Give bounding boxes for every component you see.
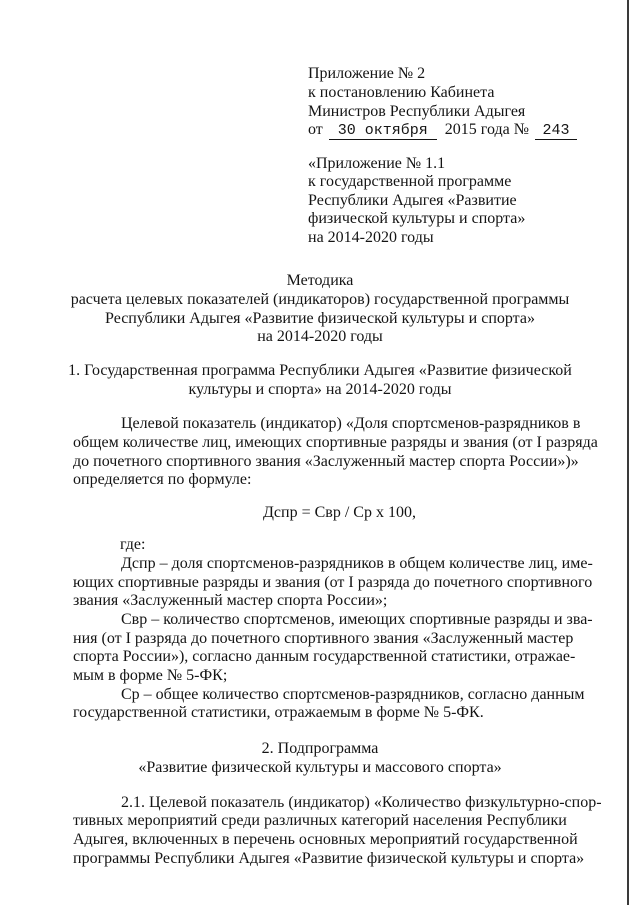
section-2-para-line-4: программы Республики Адыгея «Развитие физической культуры и спорта» [73, 850, 585, 867]
appendix-line-2: к постановлению Кабинета [308, 84, 495, 101]
section-2-para-line-2: тивных мероприятий среди различных категорий населения Республики [73, 812, 567, 829]
definition-3-line-1: Ср – общее количество спортсменов-разрядников, согласно данным [121, 686, 585, 703]
section-1-para-line-2: общем количестве лиц, имеющих спортивные разряды и звания (от I разряда [73, 434, 598, 451]
section-1-para-line-1: Целевой показатель (индикатор) «Доля спортсменов-разрядников в [121, 415, 581, 432]
title-line-4: на 2014-2020 годы [257, 328, 383, 345]
section-1-para-line-3: до почетного спортивного звания «Заслуженный мастер спорта России»)» [73, 453, 579, 470]
title-line-3: Республики Адыгея «Развитие физической культуры и спорта» [105, 310, 535, 327]
definition-2-line-2: ния (от I разряда до почетного спортивного звания «Заслуженный мастер [73, 630, 574, 647]
definition-3-line-2: государственной статистики, отражаемым в форме № 5-ФК. [73, 704, 484, 721]
appendix-line-3: Министров Республики Адыгея [308, 103, 526, 120]
definition-1-line-1: Дспр – доля спортсменов-разрядников в общем количестве лиц, име- [121, 555, 593, 572]
year-text: 2015 года № [444, 121, 529, 138]
sub-appendix-line-4: физической культуры и спорта» [308, 210, 526, 227]
sub-appendix-line-5: на 2014-2020 годы [308, 229, 434, 246]
appendix-date-line [308, 120, 577, 140]
date-prefix: от [308, 121, 323, 138]
section-2-para-line-3: Адыгея, включенных в перечень основных мероприятий государственной [73, 831, 578, 848]
section-2-heading-line-1: 2. Подпрограмма [261, 740, 379, 757]
title-line-2: расчета целевых показателей (индикаторов) государственной программы [70, 291, 570, 308]
section-1-heading-line-1: 1. Государственная программа Республики Адыгея «Развитие физической [68, 362, 572, 379]
definition-1-line-3: звания «Заслуженный мастер спорта России»; [73, 592, 388, 609]
formula: Дспр = Свр / Ср x 100, [263, 504, 416, 521]
appendix-title: Приложение № 2 [308, 65, 426, 82]
date-value: 30 октября [329, 122, 437, 140]
section-2-heading-line-2: «Развитие физической культуры и массового спорта» [138, 759, 502, 776]
sub-appendix-line-3: Республики Адыгея «Развитие [308, 192, 517, 209]
sub-appendix-title: «Приложение № 1.1 [308, 155, 446, 172]
definition-1-line-2: ющих спортивные разряды и звания (от I разряда до почетного спортивного [73, 574, 593, 591]
sub-appendix-line-2: к государственной программе [308, 173, 512, 190]
section-2-para-line-1: 2.1. Целевой показатель (индикатор) «Количество физкультурно-спор- [121, 794, 602, 811]
title-line-1: Методика [286, 272, 354, 289]
section-1-heading-line-2: культуры и спорта» на 2014-2020 годы [188, 381, 452, 398]
definition-2-line-1: Свр – количество спортсменов, имеющих спортивные разряды и зва- [121, 611, 593, 628]
definition-2-line-3: спорта России»), согласно данным государственной статистики, отражае- [73, 648, 576, 665]
definition-2-line-4: мым в форме № 5-ФК; [73, 667, 228, 684]
section-1-para-line-4: определяется по формуле: [73, 471, 252, 488]
where-label: где: [120, 536, 146, 553]
number-value: 243 [535, 122, 577, 140]
